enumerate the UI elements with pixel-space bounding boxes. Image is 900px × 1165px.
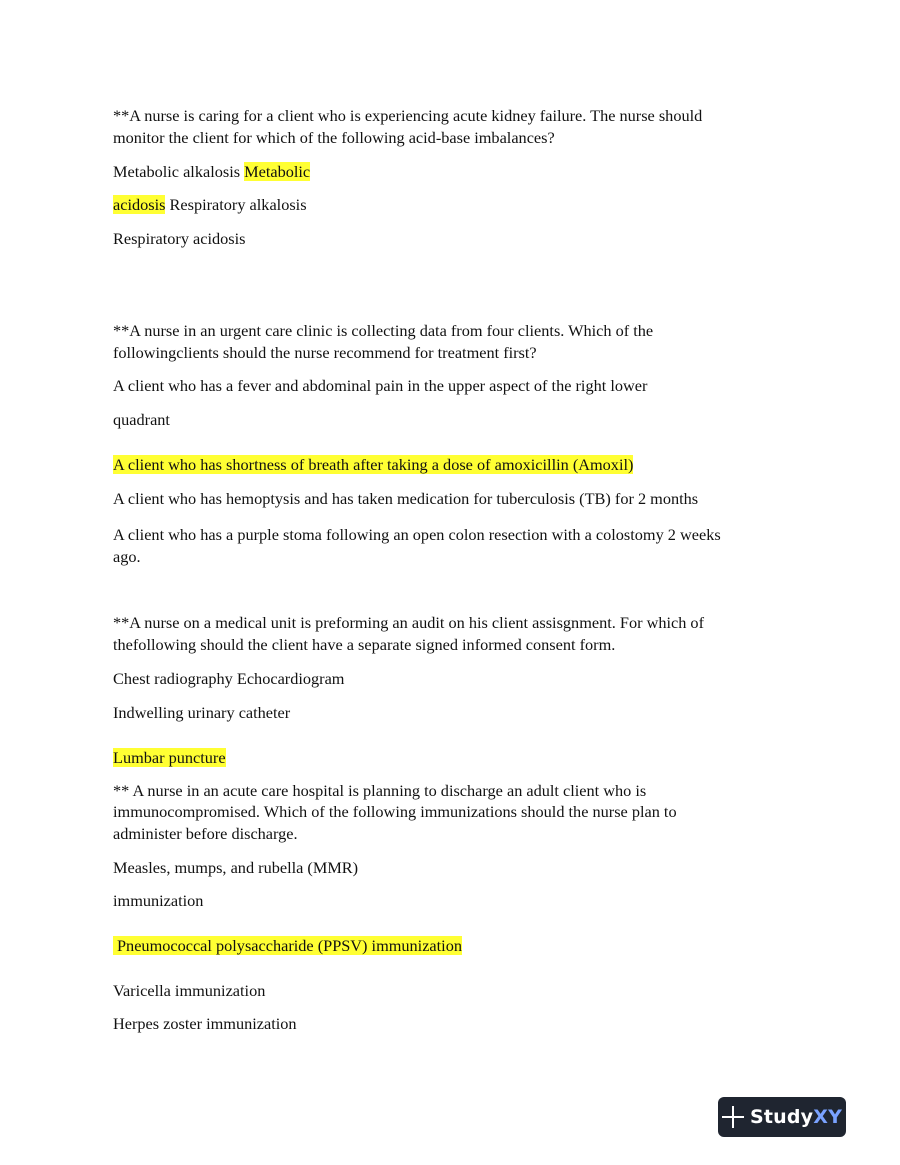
answer-option: Varicella immunization (113, 981, 266, 1000)
answer-option: Chest radiography Echocardiogram (113, 669, 345, 688)
question-4-stem-line-3: administer before discharge. (113, 824, 298, 843)
question-3-stem-line-1: **A nurse on a medical unit is preforming an audit on his client assisgnment. For which of (113, 613, 704, 632)
answer-option: Respiratory acidosis (113, 229, 246, 248)
answer-option: Metabolic alkalosis (113, 162, 241, 181)
correct-answer-highlight: Pneumococcal polysaccharide (PPSV) immunization (113, 936, 462, 955)
question-2-stem-line-1: **A nurse in an urgent care clinic is collecting data from four clients. Which of the (113, 321, 654, 340)
answer-option: Measles, mumps, and rubella (MMR) (113, 858, 359, 877)
answer-option: A client who has hemoptysis and has taken medication for tuberculosis (TB) for 2 months (113, 489, 699, 508)
correct-answer-highlight: Metabolic (244, 162, 311, 181)
question-2-stem-line-2: followingclients should the nurse recommend for treatment first? (113, 343, 537, 362)
correct-answer-line (113, 747, 226, 769)
answer-option-continued: quadrant (113, 410, 170, 429)
answer-option: A client who has a fever and abdominal pain in the upper aspect of the right lower (113, 376, 648, 395)
correct-answer-highlight: acidosis (113, 195, 166, 214)
question-1-options-line-2 (113, 194, 307, 216)
answer-option: Respiratory alkalosis (169, 195, 307, 214)
correct-answer-line (113, 935, 462, 957)
studyxy-logo[interactable] (718, 1097, 846, 1137)
plus-icon (722, 1106, 744, 1128)
logo-text-study: Study (749, 1106, 814, 1128)
logo-text-xy: XY (813, 1106, 843, 1128)
answer-option-continued: immunization (113, 891, 204, 910)
answer-option: A client who has a purple stoma following an open colon resection with a colostomy 2 weeks (113, 525, 721, 544)
question-1-stem-line-2: monitor the client for which of the following acid-base imbalances? (113, 128, 555, 147)
correct-answer-highlight: Lumbar puncture (113, 748, 226, 767)
answer-option-continued: ago. (113, 547, 141, 566)
question-4-stem-line-2: immunocompromised. Which of the following immunizations should the nurse plan to (113, 802, 677, 821)
question-3-stem-line-2: thefollowing should the client have a separate signed informed consent form. (113, 635, 616, 654)
question-1-options-line-1 (113, 161, 310, 183)
correct-answer-highlight: A client who has shortness of breath after taking a dose of amoxicillin (Amoxil) (113, 455, 634, 474)
question-4-stem-line-1: ** A nurse in an acute care hospital is planning to discharge an adult client who is (113, 781, 647, 800)
answer-option: Indwelling urinary catheter (113, 703, 291, 722)
question-1-stem-line-1: **A nurse is caring for a client who is experiencing acute kidney failure. The nurse should (113, 106, 703, 125)
correct-answer-line (113, 454, 633, 476)
answer-option: Herpes zoster immunization (113, 1014, 297, 1033)
